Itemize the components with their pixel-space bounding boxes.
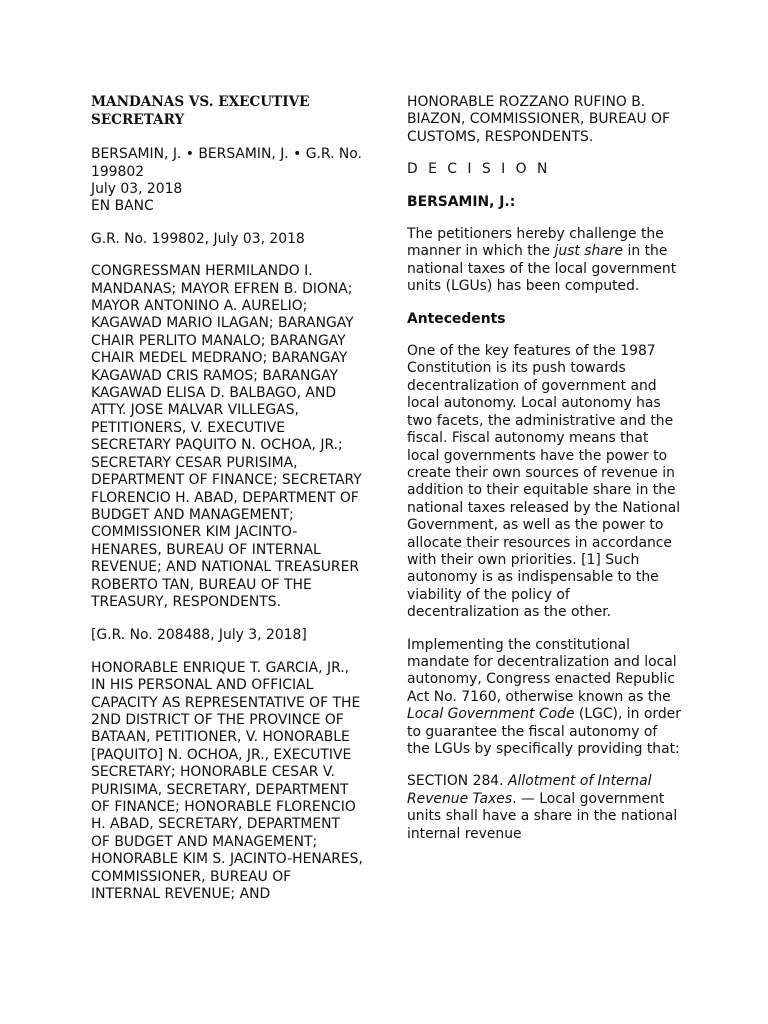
parties-paragraph-1: CONGRESSMAN HERMILANDO I. MANDANAS; MAYOR EFREN B. DIONA; MAYOR ANTONINO A. AURELIO; KAGAWAD MARIO ILAGAN; BARANGAY CHAIR PERLITO MANALO; BARANGAY CHAIR MEDEL MEDRANO; BARANGAY KAGAWAD CRIS RAMOS; BARANGAY KAGAWAD ELISA D. BALBAGO, AND ATTY. JOSE MALVAR VILLEGAS, PETITIONERS, V. EXECUTIVE SECRETARY PAQUITO N. OCHOA, JR.; SECRETARY CESAR PURISIMA, DEPARTMENT OF FINANCE; SECRETARY FLORENCIO H. ABAD, DEPARTMENT OF BUDGET AND MANAGEMENT; COMMISSIONER KIM JACINTO-HENARES, BUREAU OF INTERNAL REVENUE; AND NATIONAL TREASURER ROBERTO TAN, BUREAU OF THE TREASURY, RESPONDENTS. [91, 263, 362, 610]
decision-label: D E C I S I O N [407, 161, 551, 178]
paragraph-2-text-start: Implementing the constitutional mandate for decentralization and local autonomy, Congress enacted Republic Act No. 7160, otherwise known as the [407, 636, 677, 705]
case-meta-ponente: BERSAMIN, J. • BERSAMIN, J. • G.R. No. 199802 [91, 146, 362, 180]
case-meta-date: July 03, 2018 [91, 181, 183, 197]
intro-text-end: in the national taxes of the local government units (LGUs) has been computed. [407, 243, 677, 295]
ponente-heading: BERSAMIN, J.: [407, 193, 516, 210]
antecedents-paragraph-2 [407, 637, 682, 759]
parties-paragraph-2: HONORABLE ENRIQUE T. GARCIA, JR., IN HIS PERSONAL AND OFFICIAL CAPACITY AS REPRESENTATIVE OF THE 2ND DISTRICT OF THE PROVINCE OF BATAAN, PETITIONER, V. HONORABLE [PAQUITO] N. OCHOA, JR., EXECUTIVE SECRETARY; HONORABLE CESAR V. PURISIMA, SECRETARY, DEPARTMENT OF FINANCE; HONORABLE FLORENCIO H. ABAD, SECRETARY, DEPARTMENT OF BUDGET AND MANAGEMENT; HONORABLE KIM S. JACINTO-HENARES, COMMISSIONER, BUREAU OF INTERNAL REVENUE; AND [91, 659, 363, 903]
intro-italic-term: just share [554, 243, 624, 260]
section-text: . — Local government units shall have a share in the national internal revenue [407, 790, 678, 842]
section-number: SECTION 284. [407, 773, 508, 790]
case-reference-1: G.R. No. 199802, July 03, 2018 [91, 230, 305, 247]
paragraph-2-italic-term: Local Government Code [407, 706, 575, 723]
section-title: Allotment of Internal Revenue Taxes [407, 773, 652, 807]
right-column [407, 94, 682, 858]
case-reference-2: [G.R. No. 208488, July 3, 2018] [91, 627, 307, 644]
case-meta-division: EN BANC [91, 198, 154, 215]
left-column [91, 94, 363, 918]
intro-text-start: The petitioners hereby challenge the manner in which the [407, 226, 664, 260]
section-284-paragraph [407, 773, 682, 843]
paragraph-2-text-end: (LGC), in order to guarantee the fiscal autonomy of the LGUs by specifically providing that: [407, 706, 681, 757]
intro-paragraph [407, 226, 682, 296]
antecedents-paragraph-1: One of the key features of the 1987 Constitution is its push towards decentralization of government and local autonomy. Local autonomy has two facets, the administrative and the fiscal. Fiscal autonomy means that local governments have the power to create their own sources of revenue in addition to their equitable share in the national taxes released by the National Government, as well as the power to allocate their resources in accordance with their own priorities. [1] Such autonomy is as indispensable to the viability of the policy of decentralization as the other. [407, 343, 681, 621]
case-meta [91, 146, 363, 216]
document-title: MANDANAS VS. EXECUTIVE SECRETARY [91, 94, 310, 128]
antecedents-heading: Antecedents [407, 310, 506, 327]
parties-paragraph-2-continued: HONORABLE ROZZANO RUFINO B. BIAZON, COMMISSIONER, BUREAU OF CUSTOMS, RESPONDENTS. [407, 94, 670, 145]
